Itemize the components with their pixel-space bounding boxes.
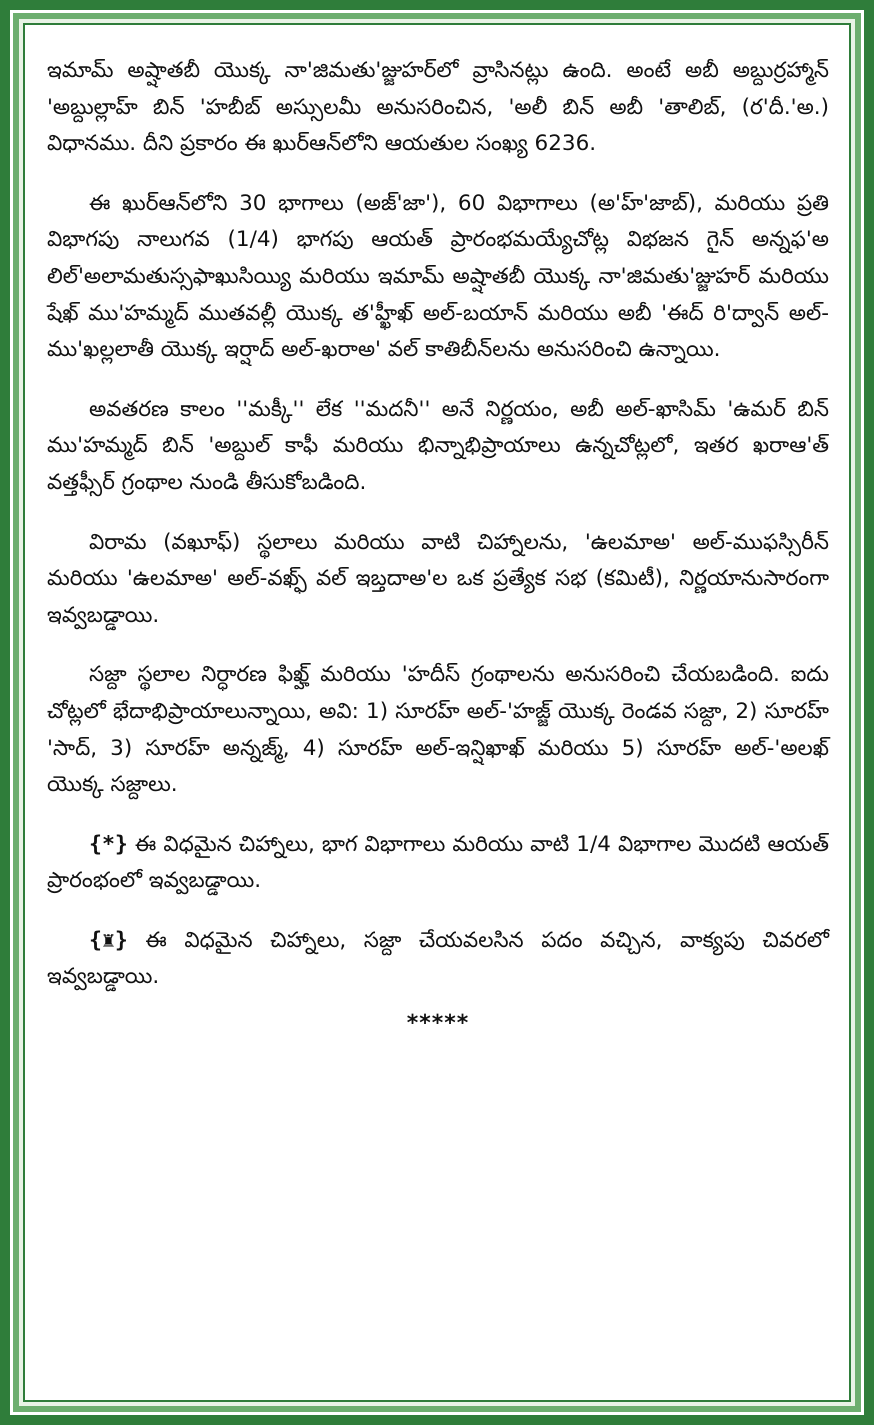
star-mark-icon: {*} bbox=[89, 831, 128, 857]
paragraph-divisions: ఈ ఖుర్‌ఆన్‌లోని 30 భాగాలు (అజ్'జా'), 60 విభాగాలు (అ'హ్'జాబ్), మరియు ప్రతి విభాగపు నాలుగవ (1/4) భాగపు ఆయత్ ప్రారంభమయ్యేచోట్ల విభజన గైన్ అన్నఫ'అ లిల్'అలామతుస్సఫాఖుసియ్యి మరియు ఇమామ్ అష్షాతబీ యొక్క నా'జిమతు'జ్జుహర్ మరియు షేఖ్ ము'హమ్మద్ ముతవల్లీ యొక్క త'హ్ఖీఖ్ అల్-బయాన్ మరియు అబీ 'ఈద్ రి'ద్వాన్ అల్-ము'ఖల్లలాతీ యొక్క ఇర్షాద్ అల్-ఖరాఅ' వల్ కాతిబీన్‌లను అనుసరించి ఉన్నాయి. bbox=[47, 190, 829, 363]
sajda-mark-icon: {♜} bbox=[89, 927, 128, 953]
note-division-text: ఈ విధమైన చిహ్నాలు, భాగ విభాగాలు మరియు వాటి 1/4 విభాగాల మొదటి ఆయత్ ప్రారంభంలో ఇవ్వబడ్డాయి. bbox=[47, 831, 829, 894]
document-page bbox=[23, 23, 851, 1402]
note-sajda-mark bbox=[47, 923, 829, 996]
paragraph-ayat-count: ఇమామ్ అష్షాతబీ యొక్క నా'జిమతు'జ్జుహర్‌లో వ్రాసినట్లు ఉంది. అంటే అబీ అబ్దుర్రహ్మాన్ 'అబ్దుల్లాహ్ బిన్ 'హబీబ్ అస్సులమీ అనుసరించిన, 'అలీ బిన్ అబీ 'తాలిబ్, (ర'దీ.'అ.) విధానము. దీని ప్రకారం ఈ ఖుర్‌ఆన్‌లోని ఆయతుల సంఖ్య 6236. bbox=[47, 58, 829, 157]
paragraph-revelation-period: అవతరణ కాలం ''మక్కీ'' లేక ''మదనీ'' అనే నిర్ణయం, అబీ అల్-ఖాసిమ్ 'ఉమర్ బిన్ ము'హమ్మద్ బిన్ 'అబ్దుల్ కాఫీ మరియు భిన్నాభిప్రాయాలు ఉన్నచోట్లలో, ఇతర ఖరాఆ'త్ వత్తఫ్సీర్ గ్రంథాల నుండి తీసుకోబడింది. bbox=[47, 396, 829, 495]
end-mark: ***** bbox=[406, 1011, 470, 1037]
paragraph-pause-places: విరామ (వఖూఫ్) స్థలాలు మరియు వాటి చిహ్నాలను, 'ఉలమాఅ' అల్-ముఫస్సిరీన్ మరియు 'ఉలమాఅ' అల్-వఖ్ఫ్ వల్ ఇబ్తదాఅ'ల ఒక ప్రత్యేక సభ (కమిటీ), నిర్ణయానుసారంగా ఇవ్వబడ్డాయి. bbox=[47, 529, 829, 628]
paragraph-sajda-places: సజ్దా స్థలాల నిర్ధారణ ఫిఖ్హ్ మరియు 'హదీస్ గ్రంథాలను అనుసరించి చేయబడింది. ఐదు చోట్లలో భేదాభిప్రాయాలున్నాయి, అవి: 1) సూరహ్ అల్-'హజ్జ్ యొక్క రెండవ సజ్దా, 2) సూరహ్ 'సాద్, 3) సూరహ్ అన్నజ్మ్, 4) సూరహ్ అల్-ఇన్షిఖాఖ్ మరియు 5) సూరహ్ అల్-'అలఖ్ యొక్క సజ్దాలు. bbox=[47, 662, 829, 798]
note-sajda-text: ఈ విధమైన చిహ్నాలు, సజ్దా చేయవలసిన పదం వచ్చిన, వాక్యపు చివరలో ఇవ్వబడ్డాయి. bbox=[47, 927, 829, 990]
note-division-mark bbox=[47, 827, 829, 900]
